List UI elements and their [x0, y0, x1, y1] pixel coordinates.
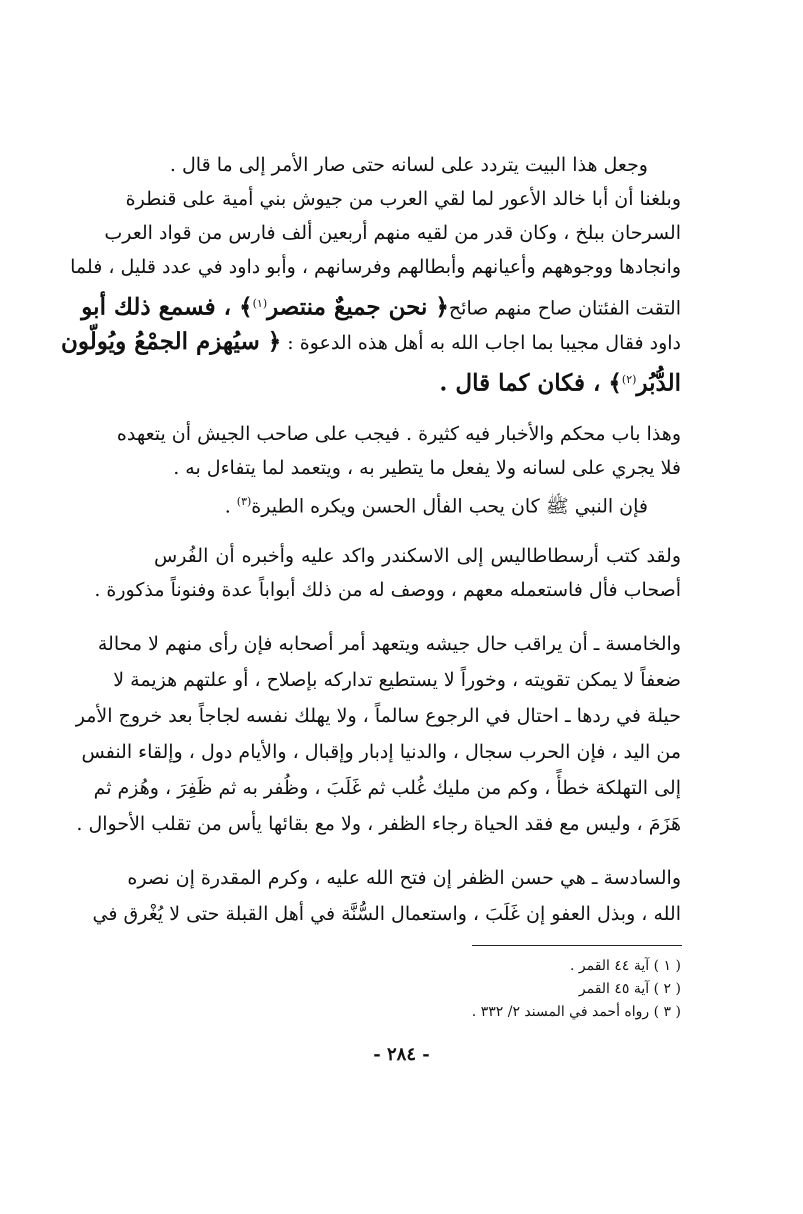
text-segment: فإن النبي ﷺ كان يحب الفأل الحسن ويكره الطيرة: [251, 495, 648, 518]
footnote-divider: [472, 945, 682, 946]
text-segment: التقت الفئتان صاح منهم صائح: [448, 297, 681, 320]
text-line: [61, 328, 681, 357]
page-number: - ٢٨٤ -: [373, 1044, 430, 1065]
text-line: وبلغنا أن أبا خالد الأعور لما لقي العرب من جيوش بني أمية على قنطرة: [125, 188, 681, 210]
footnote: ( ٢ ) آية ٤٥ القمر: [578, 981, 681, 997]
text-line: والسادسة ـ هي حسن الظفر إن فتح الله عليه ، وكرم المقدرة إن نصره: [127, 867, 681, 889]
text-line: أصحاب فأل فاستعمله معهم ، ووصف له من ذلك أبواباً عدة وفنوناً مذكورة .: [94, 579, 681, 601]
text-line: إلى التهلكة خطأً ، وكم من مليك غُلب ثم غَلَبَ ، وظُفر به ثم ظَفِرَ ، وهُزم ثم: [93, 777, 681, 799]
footnote: ( ١ ) آية ٤٤ القمر .: [569, 958, 681, 974]
text-line: حيلة في ردها ـ احتال في الرجوع سالماً ، ولا يهلك نفسه لجاجاً بعد خروج الأمر: [75, 705, 681, 727]
quran-quote: ﴿ سيُهزم الجمْعُ ويُولّون: [61, 328, 282, 355]
text-line: السرحان ببلخ ، وكان قدر من لقيه منهم أربعين ألف فارس من قواد العرب: [104, 222, 681, 244]
text-line: وانجادها ووجوههم وأعيانهم وأبطالهم وفرسانهم ، وأبو داود في عدد قليل ، فلما: [70, 256, 681, 278]
text-line: فلا يجري على لسانه ولا يفعل ما يتطير به ، ويتعمد لما يتفاءل به .: [173, 457, 681, 479]
footnote: ( ٣ ) رواه أحمد في المسند ٢/ ٣٣٢ .: [471, 1004, 681, 1020]
text-line: [81, 290, 681, 322]
text-line: ولقد كتب أرسطاطاليس إلى الاسكندر واكد عليه وأخبره أن الفُرس: [154, 545, 681, 567]
footnote-mark: (٣): [236, 495, 252, 508]
text-line: هَزَمَ ، وليس مع فقد الحياة رجاء الظفر ، ولا مع بقائها يأس من تقلب الأحوال .: [76, 813, 681, 835]
quran-quote-end: الدُّبُر: [636, 369, 681, 397]
footnote-mark: (١): [252, 297, 268, 310]
quran-quote-close: ﴾ ، فسمع ذلك أبو: [81, 293, 253, 321]
text-line: الله ، وبذل العفو إن غَلَبَ ، واستعمال السُّنَّة في أهل القبلة حتى لا يُغْرق في: [92, 903, 681, 925]
text-line: [121, 366, 681, 398]
text-line: [121, 488, 648, 520]
quran-quote-close: ﴾ ، فكان كما قال .: [439, 369, 622, 397]
footnote-mark: (٢): [621, 373, 637, 386]
text-segment: .: [224, 495, 237, 518]
text-line: وجعل هذا البيت يتردد على لسانه حتى صار الأمر إلى ما قال .: [169, 154, 648, 176]
text-segment: داود فقال مجيبا بما اجاب الله به أهل هذه الدعوة :: [287, 332, 681, 354]
quran-quote: ﴿ نحن جميعٌ منتصر: [267, 293, 449, 321]
text-line: وهذا باب محكم والأخبار فيه كثيرة . فيجب على صاحب الجيش أن يتعهده: [116, 423, 681, 445]
text-line: ضعفاً لا يمكن تقويته ، وخوراً لا يستطيع تداركه بإصلاح ، أو علتهم هزيمة لا: [113, 669, 681, 691]
text-line: والخامسة ـ أن يراقب حال جيشه ويتعهد أمر أصحابه فإن رأى منهم لا محالة: [97, 633, 681, 655]
text-line: من اليد ، فإن الحرب سجال ، والدنيا إدبار وإقبال ، والأيام دول ، وإلقاء النفس: [81, 741, 681, 763]
